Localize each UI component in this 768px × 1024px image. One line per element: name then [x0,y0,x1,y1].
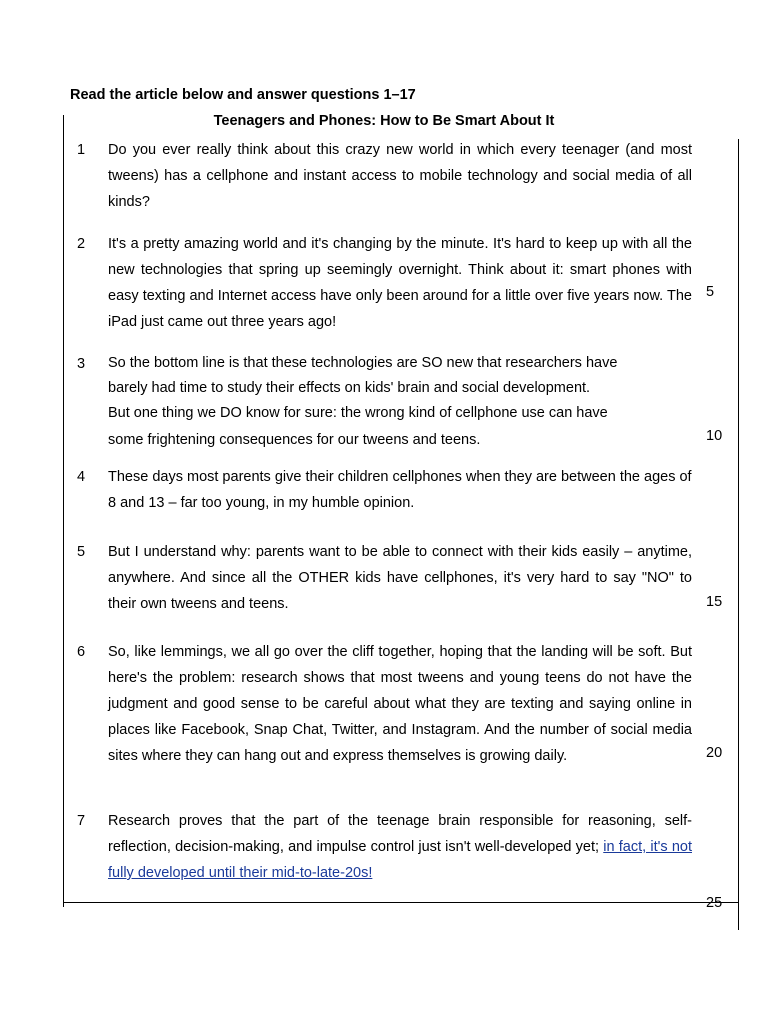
paragraph-6: So, like lemmings, we all go over the cliff together, hoping that the landing will be soft. But here's the problem: research shows that most tweens and young teens do not have the judgment and good sense to be careful about what they are texting and saying online in places like Facebook, Snap Chat, Twitter, and Instagram. And the number of social media sites where they can hang out and express themselves is growing daily. [108,644,692,764]
paragraph-1: Do you ever really think about this crazy new world in which every teenager (and most tweens) has a cellphone and instant access to mobile technology and social media of all kinds? [108,142,692,210]
paragraph-2: It's a pretty amazing world and it's changing by the minute. It's hard to keep up with all the new technologies that spring up seemingly overnight. Think about it: smart phones with easy texting and Internet access have only been around for a little over five years now. The iPad just came out three years ago! [108,236,692,330]
left-margin-rule [63,115,64,907]
mid-to-late-20s-link[interactable]: in fact, it's not fully developed until their mid-to-late-20s! [108,839,692,881]
paragraph-5: But I understand why: parents want to be able to connect with their kids easily – anytime, anywhere. And since all the OTHER kids have cellphones, it's very hard to say "NO" to their own tweens and teens. [108,544,692,612]
paragraph-3-line: So the bottom line is that these technologies are SO new that researchers have [108,355,618,371]
paragraph-4: These days most parents give their children cellphones when they are between the ages of 8 and 13 – far too young, in my humble opinion. [108,469,692,511]
paragraph-number: 4 [77,469,86,485]
paragraph-number: 5 [77,544,86,560]
right-margin-rule [738,139,739,930]
paragraph-7 [108,808,692,886]
paragraph-number: 2 [77,236,86,252]
paragraph-3-line: barely had time to study their effects on kids' brain and social development. [108,380,591,396]
line-number-5: 5 [706,284,715,300]
line-number-10: 10 [706,428,723,444]
instruction-heading: Read the article below and answer questions 1–17 [70,87,416,103]
paragraph-number: 1 [77,142,86,158]
paragraph-3-line: But one thing we DO know for sure: the wrong kind of cellphone use can have [108,405,608,421]
paragraph-3 [108,351,692,453]
article-title: Teenagers and Phones: How to Be Smart About It [213,113,555,129]
paragraph-number: 7 [77,813,86,829]
paragraph-3-line: some frightening consequences for our tweens and teens. [108,432,481,448]
line-number-15: 15 [706,594,723,610]
paragraph-number: 3 [77,356,86,372]
paragraph-number: 6 [77,644,86,660]
line-number-25: 25 [706,895,723,911]
line-number-20: 20 [706,745,723,761]
paragraph-7-text: Research proves that the part of the teenage brain responsible for reasoning, self-reflection, decision-making, and impulse control just isn't well-developed yet; [108,813,692,855]
bottom-rule [63,902,739,903]
